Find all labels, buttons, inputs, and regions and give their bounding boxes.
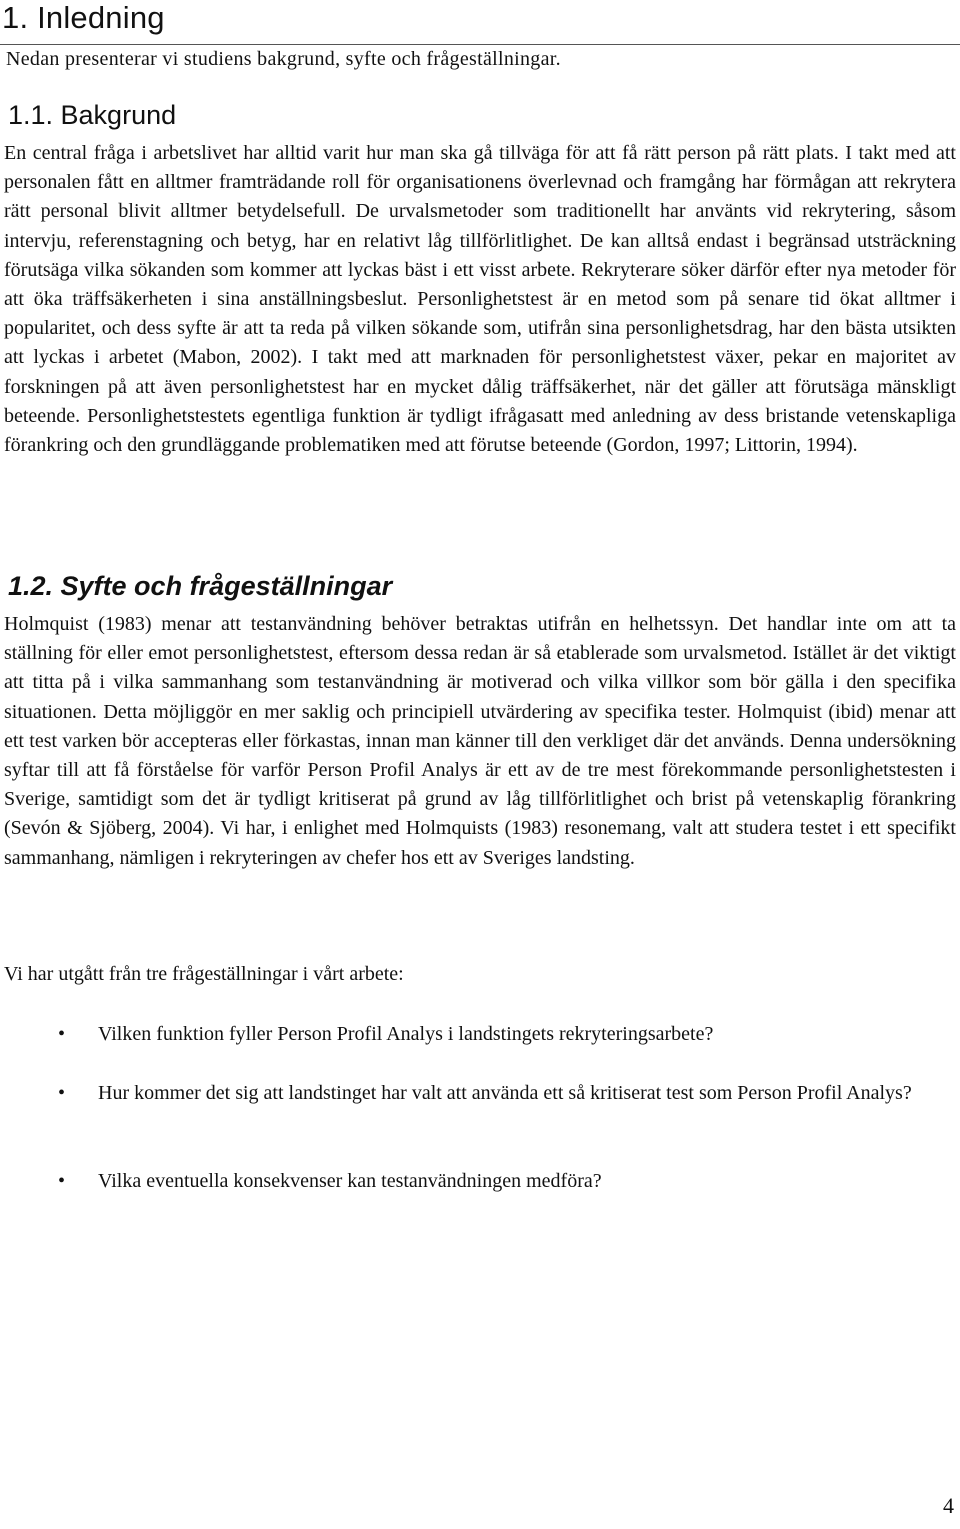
paragraph-bakgrund: En central fråga i arbetslivet har alltid varit hur man ska gå tillväga för att få rätt person på rätt plats. I takt med att personalen fått en alltmer framträdande roll för organisationens överlevnad och framgång har förmågan att rekrytera rätt personal blivit alltmer betydelsefull. De urvalsmetoder som traditionellt har använts vid rekrytering, såsom intervju, referenstagning och betyg, har en relativt låg tillförlitlighet. De kan alltså endast i begränsad utsträckning förutsäga vilka sökanden som kommer att lyckas bäst i ett visst arbete. Rekryterare söker därför efter nya metoder för att öka träffsäkerheten i sina anställningsbeslut. Personlighetstest är en metod som på senare tid ökat alltmer i popularitet, och dess syfte är att ta reda på vilken sökande som, utifrån sina personlighetsdrag, har den bästa utsikten att lyckas i arbetet (Mabon, 2002). I takt med att marknaden för personlighetstest växer, pekar en majoritet av forskningen på att även personlighetstest har en mycket dålig träffsäkerhet, när det gäller att förutsäga mänskligt beteende. Personlighetstestets egentliga funktion är tydligt ifrågasatt med anledning av dess bristande vetenskapliga förankring och den grundläggande problematiken med att förutse beteende (Gordon, 1997; Littorin, 1994). xyxy=(4,142,956,457)
chapter-intro: Nedan presenterar vi studiens bakgrund, syfte och frågeställningar. xyxy=(6,48,561,70)
chapter-heading: 1. Inledning xyxy=(2,0,165,35)
question-text: Hur kommer det sig att landstinget har valt att använda ett så kritiserat test som Person Profil Analys? xyxy=(98,1082,912,1104)
questions-lead: Vi har utgått från tre frågeställningar i vårt arbete: xyxy=(4,963,404,985)
page-number: 4 xyxy=(943,1493,954,1518)
section-heading-syfte: 1.2. Syfte och frågeställningar xyxy=(8,571,393,601)
bullet-icon: • xyxy=(58,1023,66,1045)
paragraph-syfte: Holmquist (1983) menar att testanvändning behöver betraktas utifrån en helhetssyn. Det handlar inte om att ta ställning för eller emot personlighetstest, eftersom dessa redan är så etablerade som urvalsmetod. Istället är det viktigt att titta på i vilka sammanhang som testanvändning är motiverad och vilka villkor som bör gälla i den specifika situationen. Detta möjliggör en mer saklig och principiell utvärdering av specifika tester. Holmquist (ibid) menar att ett test varken bör accepteras eller förkastas, innan man känner till den verkliget där det används. Denna undersökning syftar till att få förståelse för varför Person Profil Analys är ett av de tre mest förekommande personlighetstesten i Sverige, samtidigt som det är tydligt kritiserat på grund av låg tillförlitlighet och brist på vetenskaplig förankring (Sevón & Sjöberg, 2004). Vi har, i enlighet med Holmquists (1983) resonemang, valt att studera testet i ett specifikt sammanhang, nämligen i rekryteringen av chefer hos ett av Sveriges landsting. xyxy=(4,613,956,869)
question-text: Vilken funktion fyller Person Profil Analys i landstingets rekryteringsarbete? xyxy=(98,1023,714,1045)
bullet-icon: • xyxy=(58,1082,66,1104)
chapter-heading-rule xyxy=(0,0,960,45)
section-heading-bakgrund: 1.1. Bakgrund xyxy=(8,100,177,130)
bullet-icon: • xyxy=(58,1170,66,1192)
question-text: Vilka eventuella konsekvenser kan testanvändningen medföra? xyxy=(98,1170,602,1192)
